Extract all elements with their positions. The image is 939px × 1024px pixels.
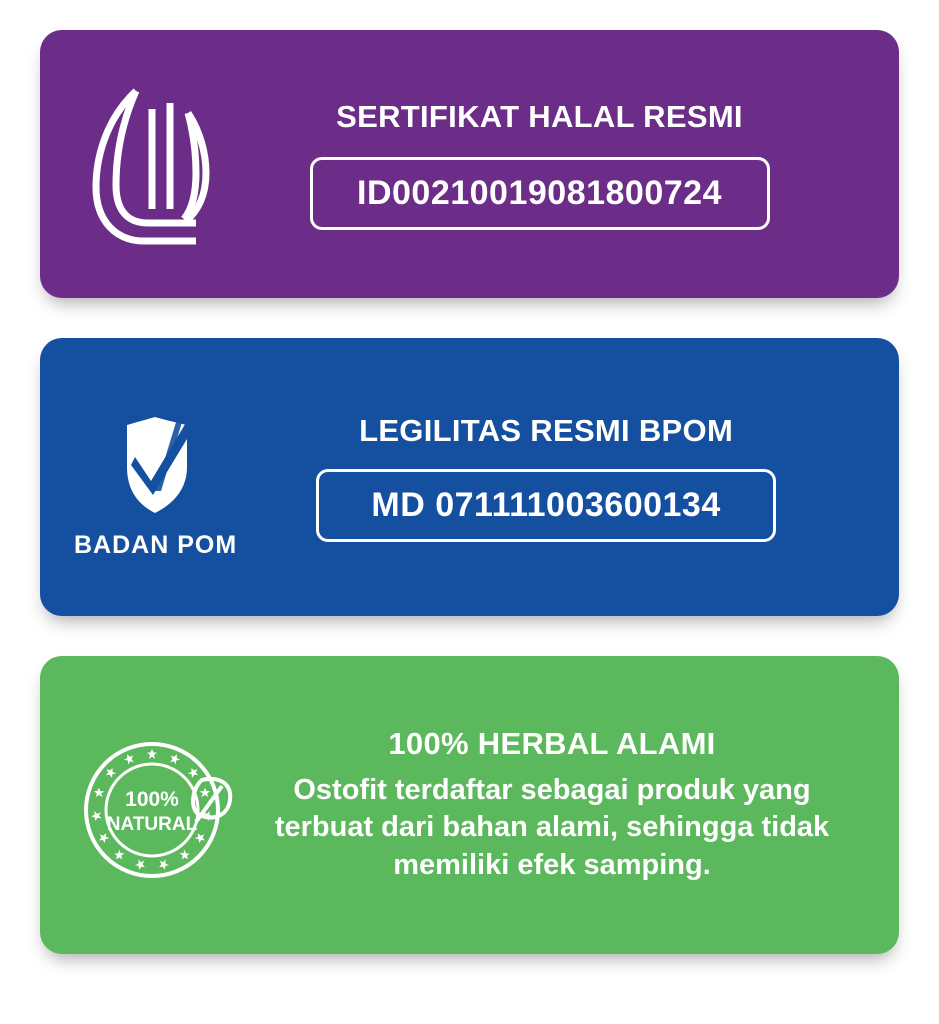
halal-indonesia-logo-icon (74, 69, 224, 259)
bpom-logo-container (74, 395, 237, 560)
halal-logo-container (74, 69, 224, 259)
bpom-content (237, 413, 865, 542)
bpom-title: LEGILITAS RESMI BPOM (359, 412, 734, 448)
halal-certificate-card (40, 30, 899, 298)
herbal-natural-card (40, 656, 899, 954)
badan-pom-logo-icon (91, 395, 221, 525)
herbal-content (245, 726, 869, 883)
100-percent-natural-seal-icon (70, 718, 245, 893)
herbal-title: 100% HERBAL ALAMI (388, 726, 716, 762)
natural-seal-container (70, 718, 245, 893)
seal-percent-text: 100% (125, 787, 179, 811)
seal-natural-text: NATURAL (106, 813, 198, 835)
bpom-legality-card (40, 338, 899, 616)
bpom-logo-text: BADAN POM (74, 530, 238, 559)
halal-certificate-number: ID00210019081800724 (310, 157, 770, 230)
halal-title: SERTIFIKAT HALAL RESMI (336, 98, 743, 134)
herbal-description: Ostofit terdaftar sebagai produk yang terbuat dari bahan alami, sehingga tidak memiliki efek samping. (274, 774, 830, 881)
bpom-registration-number: MD 071111003600134 (316, 469, 776, 542)
halal-content (224, 99, 865, 230)
